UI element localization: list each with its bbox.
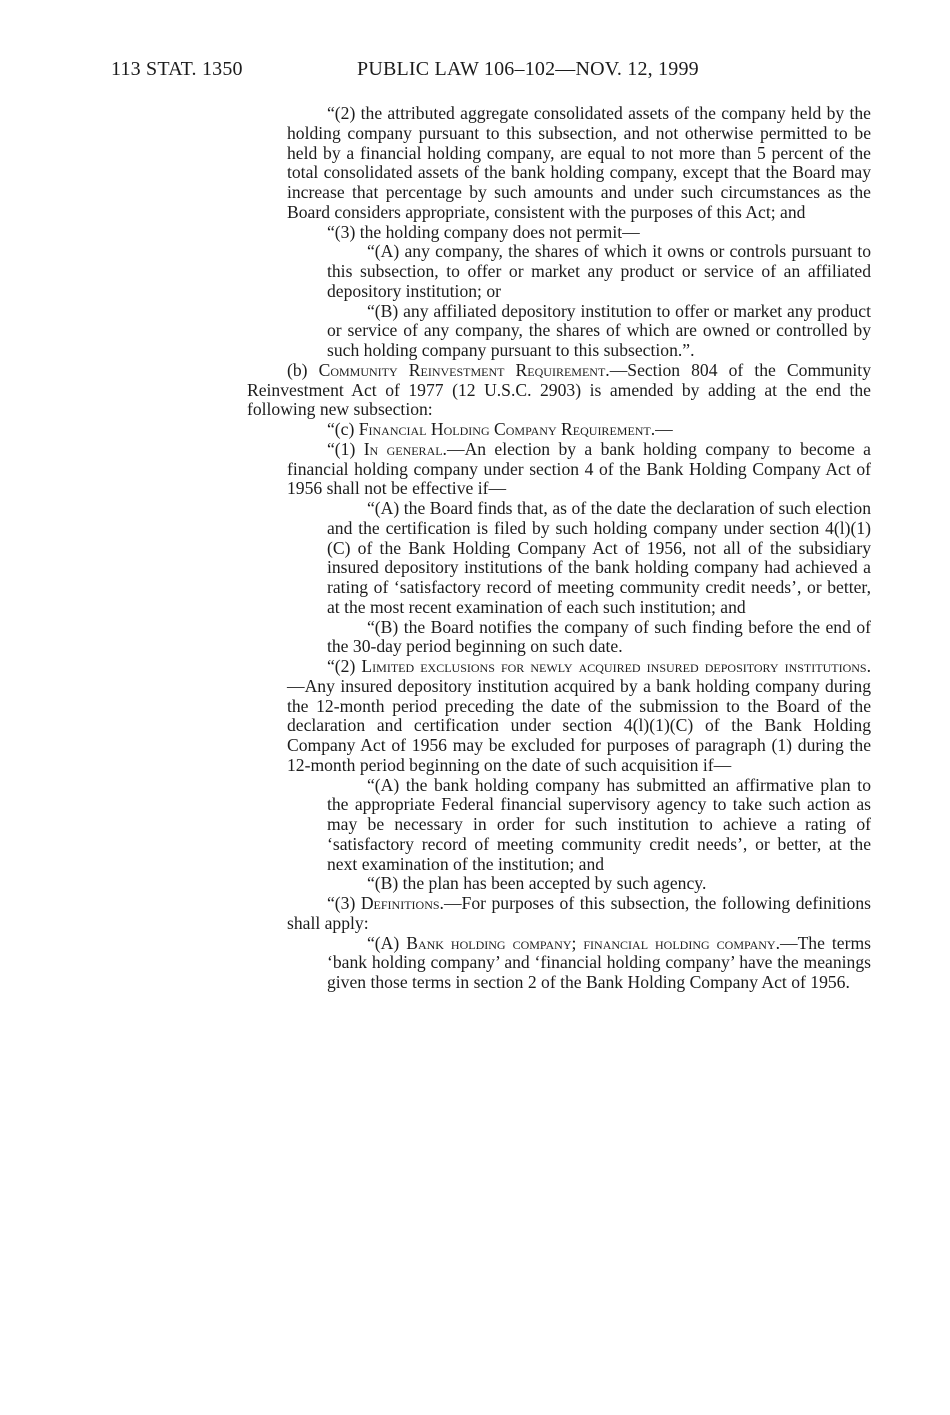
subsection-c-fhc-requirement bbox=[247, 420, 871, 440]
paragraph-1-in-general bbox=[247, 440, 871, 499]
paragraph-3-definitions bbox=[247, 894, 871, 934]
section-heading: Limited exclusions for newly acquired insured depository institutions. bbox=[361, 656, 871, 676]
paragraph-text: —For purposes of this subsection, the following definitions shall apply: bbox=[287, 893, 871, 933]
subparagraph-a-board-finds bbox=[247, 499, 871, 618]
paragraph-text: “(A) the bank holding company has submitted an affirmative plan to the appropriate Federal financial supervisory agency to take such action as may be necessary in order for such institution to achieve a rating of ‘satisfactory record of meeting community credit needs’, or better, at the next examination of the institution; and bbox=[327, 774, 871, 874]
paragraph-text: “(B) the Board notifies the company of such finding before the end of the 30-day period beginning on such date. bbox=[327, 616, 871, 657]
paragraph-lead: “(2) bbox=[327, 656, 362, 676]
paragraph-text: “(2) the attributed aggregate consolidated assets of the company held by the holding company pursuant to this subsection, and not otherwise permitted to be held by a financial holding company, are equal to not more than 5 percent of the total consolidated assets of the bank holding company, except that the Board may increase that percentage by such amounts and under such circumstances as the Board considers appropriate, consistent with the purposes of this Act; and bbox=[287, 103, 871, 222]
paragraph-text: “(B) any affiliated depository institution to offer or market any product or service of any company, the shares of which are owned or controlled by such holding company pursuant to this subsection.”. bbox=[327, 300, 871, 360]
paragraph-text: “(3) the holding company does not permit— bbox=[327, 221, 640, 242]
paragraph-text: “(B) the plan has been accepted by such agency. bbox=[367, 873, 707, 894]
subparagraph-b-depository-institution bbox=[247, 302, 871, 361]
subparagraph-a-affirmative-plan bbox=[247, 776, 871, 875]
paragraph-lead: “(A) bbox=[367, 932, 407, 953]
paragraph-2-limited-exclusions bbox=[247, 657, 871, 776]
paragraph-lead: “(3) bbox=[327, 893, 361, 913]
section-heading: Community Reinvestment Requirement. bbox=[318, 359, 610, 380]
public-law-citation: PUBLIC LAW 106–102—NOV. 12, 1999 bbox=[357, 58, 699, 80]
paragraph-text: “(A) the Board finds that, as of the date the declaration of such election and the certification is filed by such holding company under section 4(l)(1)(C) of the Bank Holding Company Act of 1956, not all of the subsidiary insured depository institutions of the bank holding company had achieved a rating of ‘satisfactory record of meeting community credit needs’, or better, at the most recent examination of each such institution; and bbox=[327, 498, 871, 617]
stat-page-number: 113 STAT. 1350 bbox=[111, 58, 243, 80]
section-heading: Definitions. bbox=[360, 893, 444, 913]
subparagraph-b-board-notifies bbox=[247, 618, 871, 658]
document-body bbox=[247, 104, 871, 993]
paragraph-text: “(A) any company, the shares of which it owns or controls pursuant to this subsection, to offer or market any product or service of an affiliated depository institution; or bbox=[327, 241, 871, 301]
section-heading: Bank holding company; financial holding company. bbox=[406, 932, 780, 953]
paragraph-lead: “(1) bbox=[327, 438, 364, 459]
paragraph-text: —An election by a bank holding company to become a financial holding company under section 4 of the Bank Holding Company Act of 1956 shall not be effective if— bbox=[287, 438, 871, 499]
paragraph-2-attributed-assets bbox=[247, 104, 871, 223]
paragraph-lead: (b) bbox=[287, 359, 319, 380]
paragraph-text: —Section 804 of the Community Reinvestment Act of 1977 (12 U.S.C. 2903) is amended by adding at the end the following new subsection: bbox=[247, 359, 871, 420]
paragraph-3-does-not-permit bbox=[247, 223, 871, 243]
subparagraph-b-plan-accepted bbox=[247, 874, 871, 894]
section-heading: Financial Holding Company Requirement. bbox=[358, 419, 656, 439]
paragraph-text: —The terms ‘bank holding company’ and ‘financial holding company’ have the meanings given those terms in section 2 of the Bank Holding Company Act of 1956. bbox=[327, 932, 871, 992]
section-b-community-reinvestment bbox=[247, 361, 871, 420]
subparagraph-a-bhc-fhc-definition bbox=[247, 934, 871, 993]
paragraph-text: — bbox=[655, 419, 673, 439]
paragraph-text: —Any insured depository institution acquired by a bank holding company during the 12-month period preceding the date of the submission to the Board of the declaration and certification under section 4(l)(1)(C) of the Bank Holding Company Act of 1956 may be excluded for purposes of paragraph (1) during the 12-month period beginning on the date of such acquisition if— bbox=[287, 675, 871, 775]
paragraph-lead: “(c) bbox=[327, 419, 359, 439]
section-heading: In general. bbox=[363, 438, 447, 459]
subparagraph-a-any-company bbox=[247, 242, 871, 301]
